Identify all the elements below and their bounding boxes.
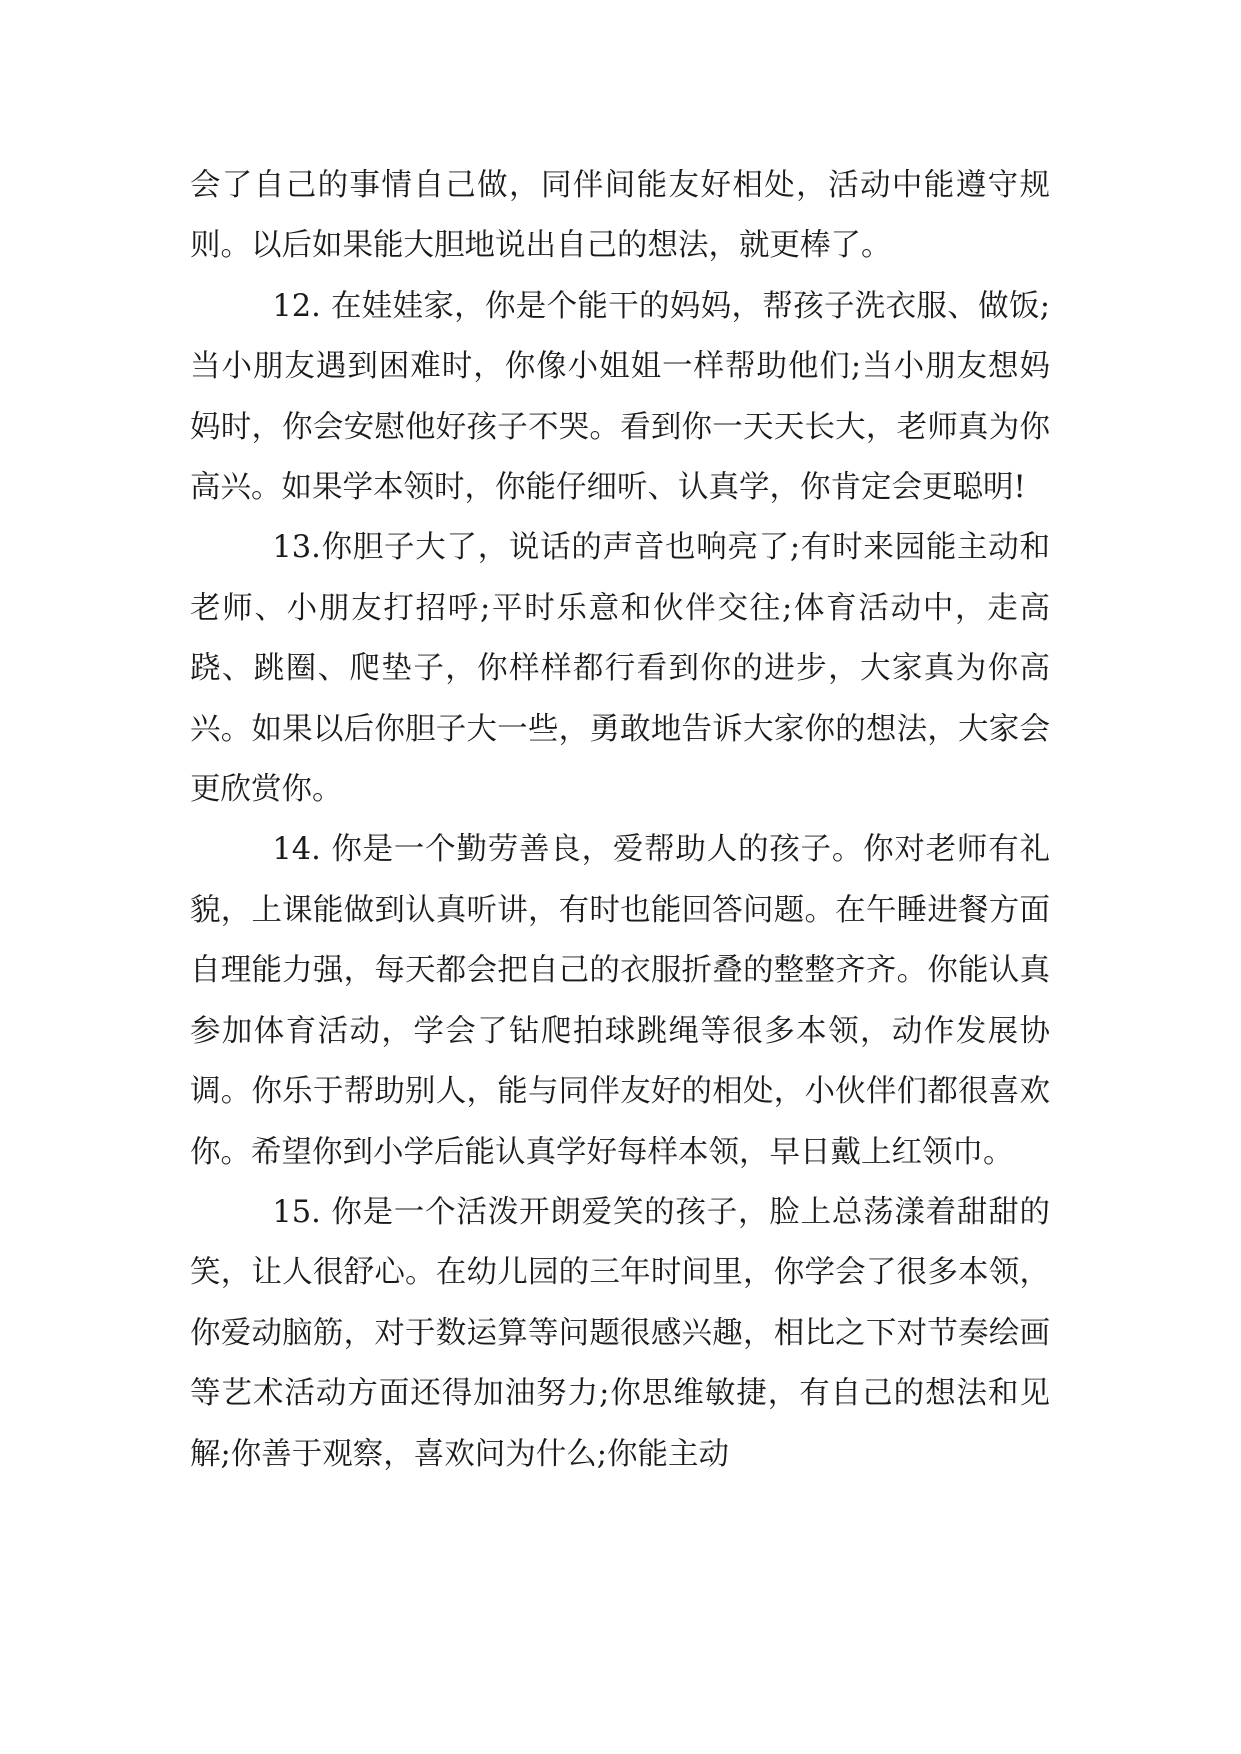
paragraph-comment-14: 14. 你是一个勤劳善良，爱帮助人的孩子。你对老师有礼貌，上课能做到认真听讲，有时也能回答问题。在午睡进餐方面自理能力强，每天都会把自己的衣服折叠的整整齐齐。你能认真参加体育活动，学会了钻爬拍球跳绳等很多本领，动作发展协调。你乐于帮助别人，能与同伴友好的相处，小伙伴们都很喜欢你。希望你到小学后能认真学好每样本领，早日戴上红领巾。	[190, 832, 1050, 1170]
paragraph-comment-13: 13.你胆子大了，说话的声音也响亮了;有时来园能主动和老师、小朋友打招呼;平时乐意和伙伴交往;体育活动中，走高跷、跳圈、爬垫子，你样样都行看到你的进步，大家真为你高兴。如果以后你胆子大一些，勇敢地告诉大家你的想法，大家会更欣赏你。	[190, 530, 1050, 808]
paragraph-comment-15: 15. 你是一个活泼开朗爱笑的孩子，脸上总荡漾着甜甜的笑，让人很舒心。在幼儿园的三年时间里，你学会了很多本领，你爱动脑筋，对于数运算等问题很感兴趣，相比之下对节奏绘画等艺术活动方面还得加油努力;你思维敏捷，有自己的想法和见解;你善于观察，喜欢问为什么;你能主动	[190, 1194, 1050, 1472]
paragraph-comment-12: 12. 在娃娃家，你是个能干的妈妈，帮孩子洗衣服、做饭;当小朋友遇到困难时，你像小姐姐一样帮助他们;当小朋友想妈妈时，你会安慰他好孩子不哭。看到你一天天长大，老师真为你高兴。如果学本领时，你能仔细听、认真学，你肯定会更聪明!	[190, 288, 1050, 506]
paragraph-continuation: 会了自己的事情自己做，同伴间能友好相处，活动中能遵守规则。以后如果能大胆地说出自己的想法，就更棒了。	[190, 168, 1050, 264]
document-body	[190, 156, 1050, 1485]
